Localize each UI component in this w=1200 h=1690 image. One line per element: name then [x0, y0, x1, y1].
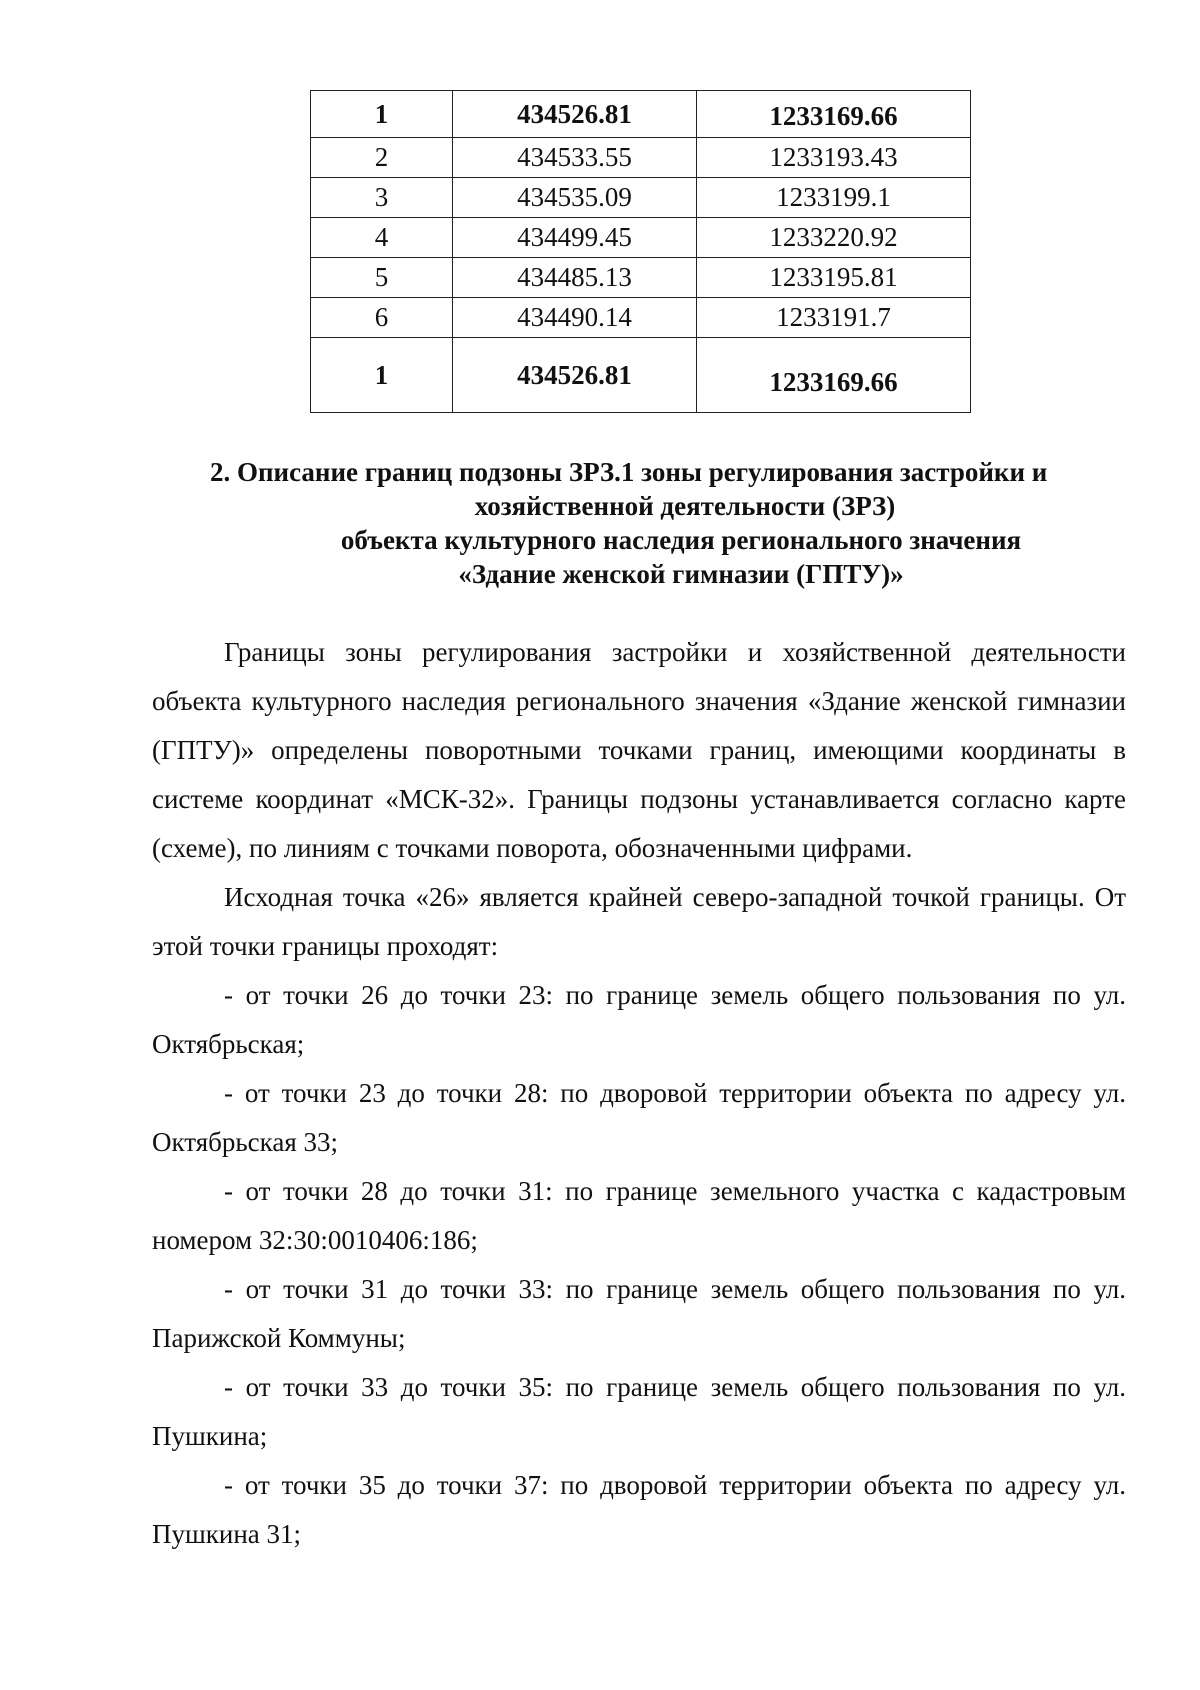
heading-line: объекта культурного наследия регионального значения [340, 525, 1022, 555]
x-coordinate-cell: 434526.81 [453, 91, 697, 138]
list-item: - от точки 35 до точки 37: по дворовой территории объекта по адресу ул. Пушкина 31; [152, 1470, 1126, 1549]
y-coordinate-cell: 1233191.7 [697, 298, 971, 338]
point-number-cell: 4 [311, 218, 453, 258]
list-item: - от точки 26 до точки 23: по границе земель общего пользования по ул. Октябрьская; [152, 980, 1126, 1059]
heading-line: «Здание женской гимназии (ГПТУ)» [458, 559, 904, 589]
x-coordinate-cell: 434499.45 [453, 218, 697, 258]
coordinates-table [310, 90, 971, 413]
x-coordinate-cell: 434490.14 [453, 298, 697, 338]
list-item: - от точки 23 до точки 28: по дворовой территории объекта по адресу ул. Октябрьская 33; [152, 1078, 1126, 1157]
table-row [311, 338, 971, 413]
table-row [311, 178, 971, 218]
point-number-cell: 1 [311, 338, 453, 413]
list-item: - от точки 33 до точки 35: по границе земель общего пользования по ул. Пушкина; [152, 1372, 1126, 1451]
y-coordinate-cell: 1233193.43 [697, 138, 971, 178]
table-row [311, 218, 971, 258]
point-number-cell: 3 [311, 178, 453, 218]
paragraph: Исходная точка «26» является крайней северо-западной точкой границы. От этой точки границы проходят: [152, 882, 1126, 961]
point-number-cell: 1 [311, 91, 453, 138]
point-number-cell: 2 [311, 138, 453, 178]
heading-line: хозяйственной деятельности (ЗРЗ) [474, 491, 896, 521]
body-text [152, 628, 1126, 1559]
list-item: - от точки 31 до точки 33: по границе земель общего пользования по ул. Парижской Коммуны; [152, 1274, 1126, 1353]
table-row [311, 258, 971, 298]
x-coordinate-cell: 434533.55 [453, 138, 697, 178]
paragraph: Границы зоны регулирования застройки и хозяйственной деятельности объекта культурного наследия регионального значения «Здание женской гимназии (ГПТУ)» определены поворотными точками границ, имеющими координаты в системе координат «МСК-32». Границы подзоны устанавливается согласно карте (схеме), по линиям с точками поворота, обозначенными цифрами. [152, 637, 1126, 863]
y-coordinate-cell: 1233169.66 [697, 91, 971, 138]
y-coordinate-cell: 1233169.66 [697, 338, 971, 413]
heading-line: 2. Описание границ подзоны ЗРЗ.1 зоны регулирования застройки и [210, 457, 1048, 487]
table-row [311, 298, 971, 338]
table-row [311, 91, 971, 138]
point-number-cell: 6 [311, 298, 453, 338]
y-coordinate-cell: 1233220.92 [697, 218, 971, 258]
y-coordinate-cell: 1233195.81 [697, 258, 971, 298]
point-number-cell: 5 [311, 258, 453, 298]
section-heading [150, 455, 1120, 591]
list-item: - от точки 28 до точки 31: по границе земельного участка с кадастровым номером 32:30:0010406:186; [152, 1176, 1126, 1255]
x-coordinate-cell: 434526.81 [453, 338, 697, 413]
table-row [311, 138, 971, 178]
y-coordinate-cell: 1233199.1 [697, 178, 971, 218]
x-coordinate-cell: 434535.09 [453, 178, 697, 218]
x-coordinate-cell: 434485.13 [453, 258, 697, 298]
